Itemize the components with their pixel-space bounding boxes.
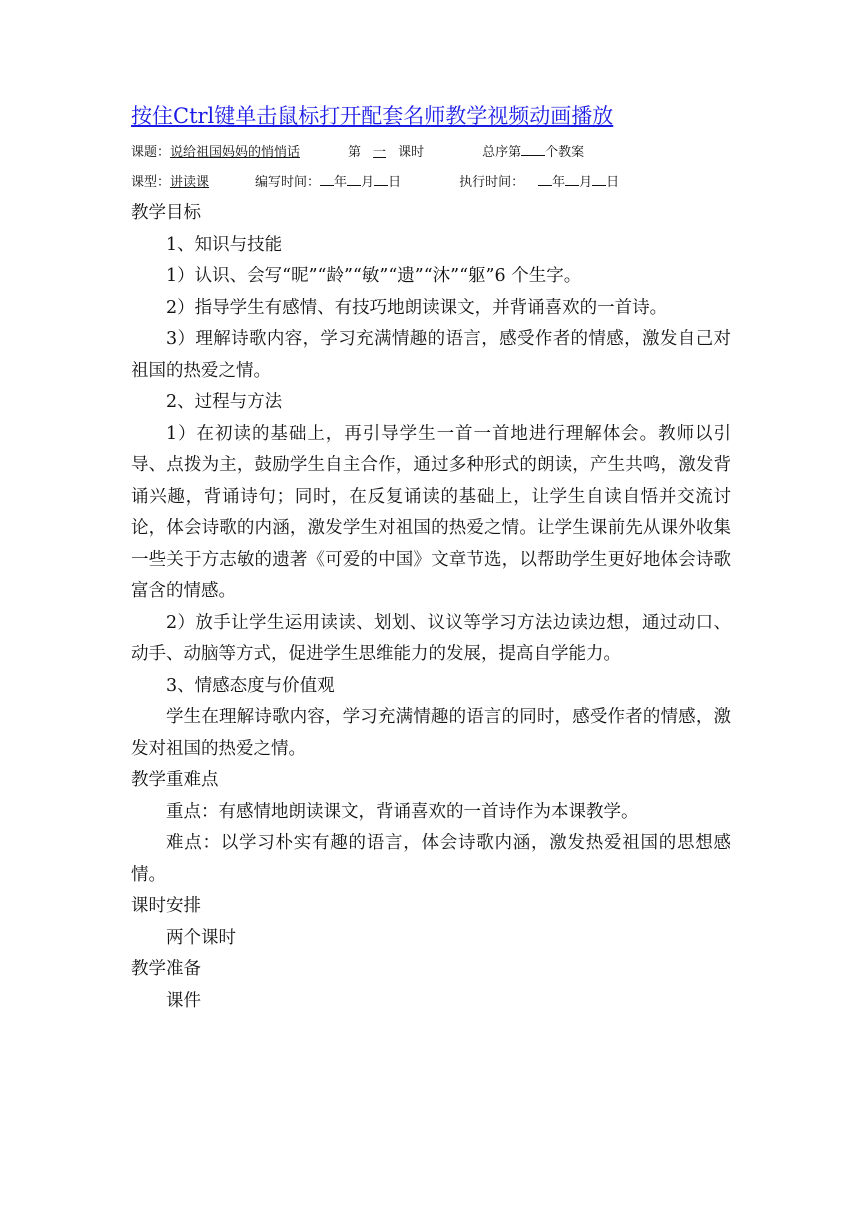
meta-row-type: [131, 168, 731, 198]
exec-month-blank: [565, 171, 579, 186]
emotion-heading: 3、情感态度与价值观: [166, 675, 335, 696]
type-label: 课型：: [131, 175, 171, 190]
compile-month-blank: [347, 171, 361, 186]
exec-day: 日: [606, 175, 620, 190]
total-blank: [521, 141, 545, 156]
prep-value: 课件: [166, 990, 201, 1011]
knowledge-heading: 1、知识与技能: [166, 234, 283, 255]
prep-heading: 教学准备: [131, 959, 201, 979]
compile-year-blank: [320, 171, 334, 186]
period-suffix: 课时: [398, 145, 425, 160]
compile-day-blank: [374, 171, 388, 186]
knowledge-item-1: 1）认识、会写“昵”“龄”“敏”“遗”“沐”“躯”6 个生字。: [166, 266, 582, 286]
topic-value: 说给祖国妈妈的悄悄话: [170, 145, 301, 160]
topic-label: 课题：: [131, 145, 171, 160]
document-page: [131, 100, 731, 1017]
compile-label: 编写时间：: [255, 175, 321, 190]
total-suffix: 个教案: [545, 145, 585, 160]
key-heading: 教学重难点: [131, 770, 219, 790]
exec-year: 年: [552, 175, 566, 190]
period-prefix: 第: [348, 145, 362, 160]
goals-heading: 教学目标: [131, 203, 201, 223]
total-prefix: 总序第: [482, 145, 522, 160]
key-point: 重点：有感情地朗读课文，背诵喜欢的一首诗作为本课教学。: [166, 801, 639, 822]
video-link[interactable]: 按住Ctrl键单击鼠标打开配套名师教学视频动画播放: [131, 104, 614, 128]
process-item-1: 1）在初读的基础上，再引导学生一首一首地进行理解体会。教师以引导、点拨为主，鼓励学生自主合作，通过多种形式的朗读，产生共鸣，激发背诵兴趣，背诵诗句；同时，在反复诵读的基础上，让学生自读自悟并交流讨论，体会诗歌的内涵，激发学生对祖国的热爱之情。让学生课前先从课外收集一些关于方志敏的遗著《可爱的中国》文章节选，以帮助学生更好地体会诗歌富含的情感。: [131, 423, 731, 601]
knowledge-item-2: 2）指导学生有感情、有技巧地朗读课文，并背诵喜欢的一首诗。: [166, 297, 668, 318]
emotion-item-1: 学生在理解诗歌内容，学习充满情趣的语言的同时，感受作者的情感，激发对祖国的热爱之情。: [131, 707, 731, 759]
compile-year: 年: [334, 175, 348, 190]
exec-day-blank: [592, 171, 606, 186]
meta-row-topic: [131, 138, 731, 168]
schedule-value: 两个课时: [166, 927, 236, 948]
type-value: 讲读课: [170, 175, 210, 190]
exec-year-blank: [538, 171, 552, 186]
process-item-2: 2）放手让学生运用读读、划划、议议等学习方法边读边想，通过动口、动手、动脑等方式，促进学生思维能力的发展，提高自学能力。: [131, 612, 731, 664]
process-heading: 2、过程与方法: [166, 392, 283, 412]
exec-label: 执行时间：: [459, 175, 525, 190]
period-value: 一: [373, 145, 387, 160]
schedule-heading: 课时安排: [131, 896, 201, 916]
exec-month: 月: [579, 175, 593, 190]
difficult-point: 难点：以学习朴实有趣的语言，体会诗歌内涵，激发热爱祖国的思想感情。: [131, 833, 731, 885]
compile-month: 月: [361, 175, 375, 190]
compile-day: 日: [388, 175, 402, 190]
knowledge-item-3: 3）理解诗歌内容，学习充满情趣的语言，感受作者的情感，激发自己对祖国的热爱之情。: [131, 329, 731, 381]
